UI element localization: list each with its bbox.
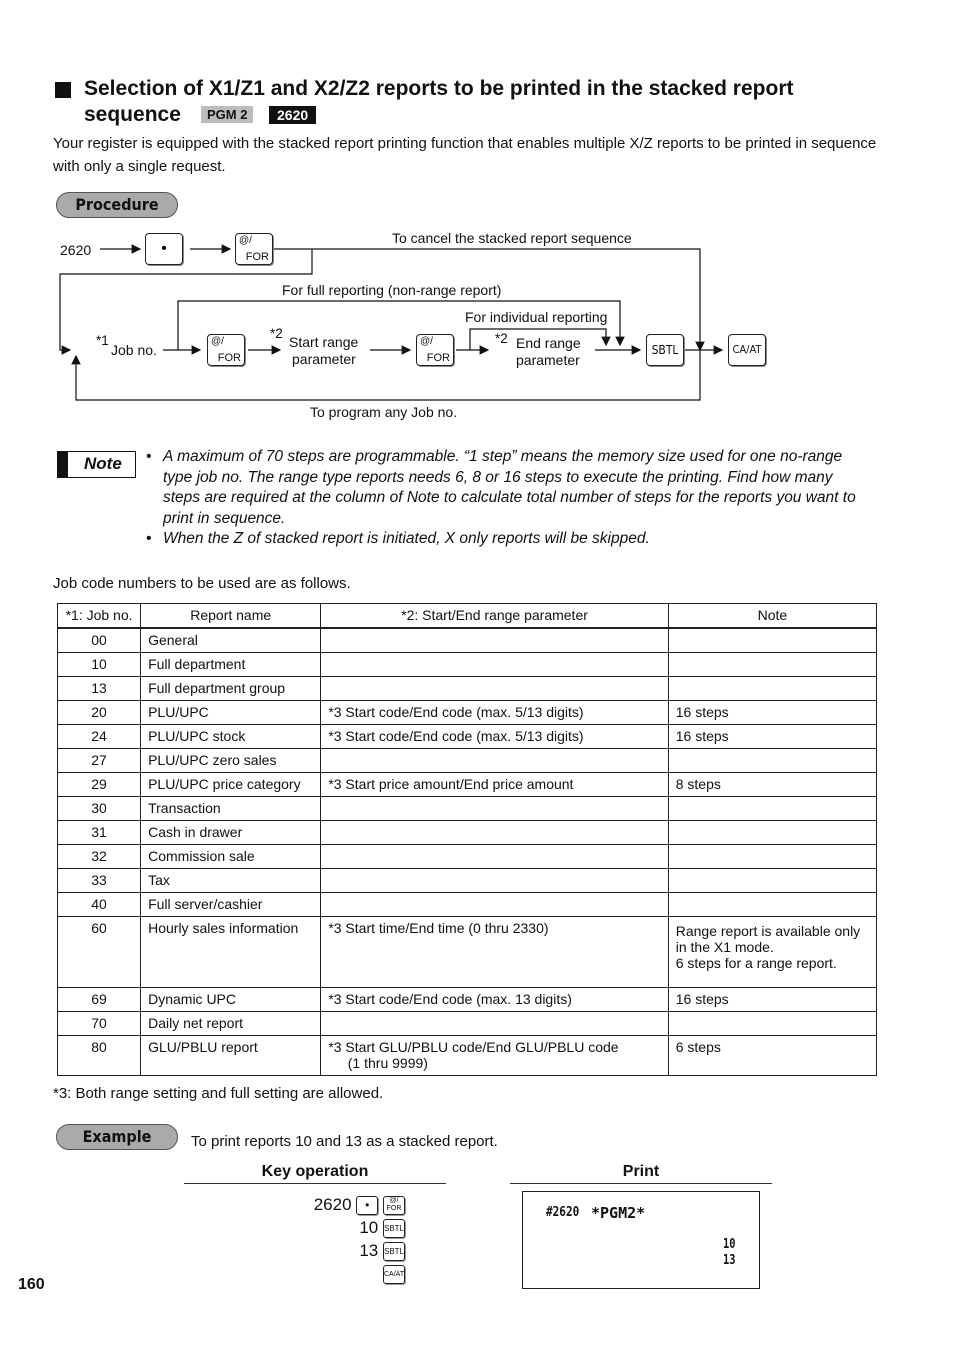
cell-job-no: 20 <box>58 701 141 725</box>
table-row <box>58 869 877 893</box>
receipt-value-1: 10 <box>723 1237 736 1252</box>
for-key[interactable] <box>235 233 273 265</box>
intro-paragraph: Your register is equipped with the stacked report printing function that enables multiple X/Z reports to be printed in sequence with only a single request. <box>53 135 877 175</box>
key-op-line-4 <box>250 1264 405 1284</box>
cell-note <box>668 653 876 677</box>
cell-report-name: PLU/UPC <box>141 701 321 725</box>
cell-range-parameter: *3 Start price amount/End price amount <box>321 773 668 797</box>
for-key-2-top: @/ <box>211 336 224 347</box>
caat-key[interactable]: CA/AT <box>728 334 766 366</box>
cell-job-no: 10 <box>58 653 141 677</box>
cell-range-parameter: *3 Start code/End code (max. 13 digits) <box>321 988 668 1012</box>
example-label: Example <box>56 1124 178 1150</box>
header-range-parameter: *2: Start/End range parameter <box>321 604 668 629</box>
cell-note <box>668 869 876 893</box>
cell-report-name: Dynamic UPC <box>141 988 321 1012</box>
procedure-flow-lines <box>0 0 954 440</box>
header-report-name: Report name <box>141 604 321 629</box>
cell-report-name: Full department <box>141 653 321 677</box>
table-row <box>58 988 877 1012</box>
table-row <box>58 653 877 677</box>
key-op-line-2-number: 10 <box>359 1218 379 1237</box>
cell-note <box>668 1012 876 1036</box>
key-op-line-3 <box>250 1241 405 1261</box>
table-row <box>58 797 877 821</box>
cell-job-no: 29 <box>58 773 141 797</box>
cell-report-name: PLU/UPC price category <box>141 773 321 797</box>
bullet-dot: • <box>146 448 152 465</box>
note-label-text: Note <box>84 454 122 473</box>
table-row <box>58 725 877 749</box>
cell-job-no: 69 <box>58 988 141 1012</box>
note-label <box>57 451 136 478</box>
cell-note <box>668 628 876 653</box>
cell-note: 8 steps <box>668 773 876 797</box>
mini-dot-key: • <box>356 1196 378 1215</box>
note-bullet-1-text: A maximum of 70 steps are programmable. “1 step” means the memory size used for one no-range type job no. The range type reports needs 6, 8 or 16 steps to execute the printing. Find how many steps are required at the column of Note to calculate total number of steps for the reports you want to print in sequence. <box>163 448 856 527</box>
cell-job-no: 31 <box>58 821 141 845</box>
cell-job-no: 00 <box>58 628 141 653</box>
key-op-line-1 <box>250 1195 405 1215</box>
cell-range-parameter: *3 Start time/End time (0 thru 2330) <box>321 917 668 988</box>
cell-report-name: General <box>141 628 321 653</box>
cell-note: 6 steps <box>668 1036 876 1076</box>
cell-range-parameter <box>321 1012 668 1036</box>
table-row <box>58 917 877 988</box>
mini-for-key: @/ FOR <box>383 1196 405 1215</box>
cell-report-name: Commission sale <box>141 845 321 869</box>
for-key-2-bottom: FOR <box>217 352 241 364</box>
sbtl-key[interactable]: SBTL <box>646 334 684 366</box>
table-row <box>58 701 877 725</box>
table-row <box>58 773 877 797</box>
note-bullet-2-text: When the Z of stacked report is initiated, X only reports will be skipped. <box>163 530 650 547</box>
end-range-text-1: End range <box>516 335 581 351</box>
cell-report-name: GLU/PBLU report <box>141 1036 321 1076</box>
end-range-mark: *2 <box>495 331 508 346</box>
cell-note <box>668 797 876 821</box>
cell-job-no: 60 <box>58 917 141 988</box>
cell-range-parameter: *3 Start GLU/PBLU code/End GLU/PBLU code (1 thru 9999) <box>321 1036 668 1076</box>
start-range-text-2: parameter <box>292 351 356 367</box>
cell-report-name: Cash in drawer <box>141 821 321 845</box>
cell-report-name: Full server/cashier <box>141 893 321 917</box>
end-range-text-2: parameter <box>516 352 580 368</box>
cell-range-parameter <box>321 677 668 701</box>
print-rule <box>510 1183 772 1184</box>
cancel-sequence-text: To cancel the stacked report sequence <box>392 230 632 246</box>
bullet-dot: • <box>146 530 152 547</box>
header-job-no: *1: Job no. <box>58 604 141 629</box>
cell-job-no: 80 <box>58 1036 141 1076</box>
section-title-line2: sequence <box>84 103 181 126</box>
program-any-job-text: To program any Job no. <box>310 404 458 420</box>
job-code-table-body <box>58 604 877 1076</box>
table-footnote: *3: Both range setting and full setting are allowed. <box>53 1085 384 1102</box>
table-row <box>58 821 877 845</box>
cell-range-parameter <box>321 821 668 845</box>
table-row <box>58 677 877 701</box>
cell-note <box>668 749 876 773</box>
cell-range-parameter <box>321 845 668 869</box>
cell-range-parameter <box>321 653 668 677</box>
cell-range-parameter <box>321 893 668 917</box>
cell-job-no: 13 <box>58 677 141 701</box>
for-key-top: @/ <box>239 235 252 246</box>
key-operation-rule <box>184 1183 446 1184</box>
full-reporting-text: For full reporting (non-range report) <box>282 282 502 298</box>
example-text: To print reports 10 and 13 as a stacked report. <box>191 1133 498 1150</box>
code-tag: 2620 <box>269 106 316 124</box>
table-row <box>58 845 877 869</box>
cell-note: Range report is available only in the X1 mode. 6 steps for a range report. <box>668 917 876 988</box>
cell-job-no: 32 <box>58 845 141 869</box>
procedure-code: 2620 <box>60 242 92 258</box>
cell-note <box>668 677 876 701</box>
mini-caat-key: CA/AT <box>383 1265 405 1284</box>
cell-note <box>668 893 876 917</box>
header-note: Note <box>668 604 876 629</box>
note-bullet-1 <box>146 447 861 529</box>
cell-job-no: 30 <box>58 797 141 821</box>
cell-range-parameter: *3 Start code/End code (max. 5/13 digits) <box>321 701 668 725</box>
table-row <box>58 1036 877 1076</box>
cell-report-name: Full department group <box>141 677 321 701</box>
table-row <box>58 893 877 917</box>
start-range-text-1: Start range <box>289 334 359 350</box>
cell-range-parameter <box>321 797 668 821</box>
print-receipt <box>522 1191 760 1289</box>
receipt-code: #2620 <box>546 1205 580 1220</box>
cell-report-name: Transaction <box>141 797 321 821</box>
key-op-line-1-number: 2620 <box>313 1195 352 1214</box>
cell-range-parameter <box>321 869 668 893</box>
cell-job-no: 33 <box>58 869 141 893</box>
cell-note: 16 steps <box>668 701 876 725</box>
start-range-mark: *2 <box>270 326 283 341</box>
table-row <box>58 628 877 653</box>
cell-report-name: Tax <box>141 869 321 893</box>
table-row <box>58 1012 877 1036</box>
cell-note <box>668 845 876 869</box>
for-key-bottom: FOR <box>245 251 269 263</box>
cell-report-name: Daily net report <box>141 1012 321 1036</box>
cell-job-no: 27 <box>58 749 141 773</box>
cell-range-parameter <box>321 628 668 653</box>
for-key-2[interactable] <box>207 334 245 366</box>
job-code-table <box>57 603 877 1076</box>
section-title-line1: Selection of X1/Z1 and X2/Z2 reports to be printed in the stacked report <box>84 77 794 100</box>
for-key-3-top: @/ <box>420 336 433 347</box>
for-key-3[interactable] <box>416 334 454 366</box>
cell-job-no: 70 <box>58 1012 141 1036</box>
procedure-label: Procedure <box>56 192 178 218</box>
mini-sbtl-key: SBTL <box>383 1242 405 1261</box>
receipt-value-2: 13 <box>723 1253 736 1268</box>
individual-reporting-text: For individual reporting <box>465 309 608 325</box>
cell-note: 16 steps <box>668 988 876 1012</box>
job-no-mark: *1 <box>96 333 109 348</box>
page-number: 160 <box>18 1276 45 1293</box>
pgm-tag: PGM 2 <box>201 106 253 123</box>
cell-job-no: 40 <box>58 893 141 917</box>
key-op-line-3-number: 13 <box>359 1241 379 1260</box>
mini-sbtl-key: SBTL <box>383 1219 405 1238</box>
cell-range-parameter: *3 Start code/End code (max. 5/13 digits) <box>321 725 668 749</box>
receipt-mode: *PGM2* <box>591 1204 646 1222</box>
note-bullet-2 <box>146 529 861 550</box>
table-row <box>58 749 877 773</box>
key-operation-header: Key operation <box>261 1163 369 1180</box>
cell-range-parameter <box>321 749 668 773</box>
table-header-row <box>58 604 877 629</box>
dot-key[interactable]: • <box>145 233 183 265</box>
key-op-line-2 <box>250 1218 405 1238</box>
cell-job-no: 24 <box>58 725 141 749</box>
table-intro: Job code numbers to be used are as follows. <box>53 575 351 592</box>
cell-note <box>668 821 876 845</box>
for-key-3-bottom: FOR <box>426 352 450 364</box>
cell-report-name: Hourly sales information <box>141 917 321 988</box>
cell-report-name: PLU/UPC zero sales <box>141 749 321 773</box>
cell-note: 16 steps <box>668 725 876 749</box>
note-label-bar <box>58 452 68 477</box>
print-header: Print <box>622 1163 660 1180</box>
job-no-text: Job no. <box>111 342 157 358</box>
cell-report-name: PLU/UPC stock <box>141 725 321 749</box>
